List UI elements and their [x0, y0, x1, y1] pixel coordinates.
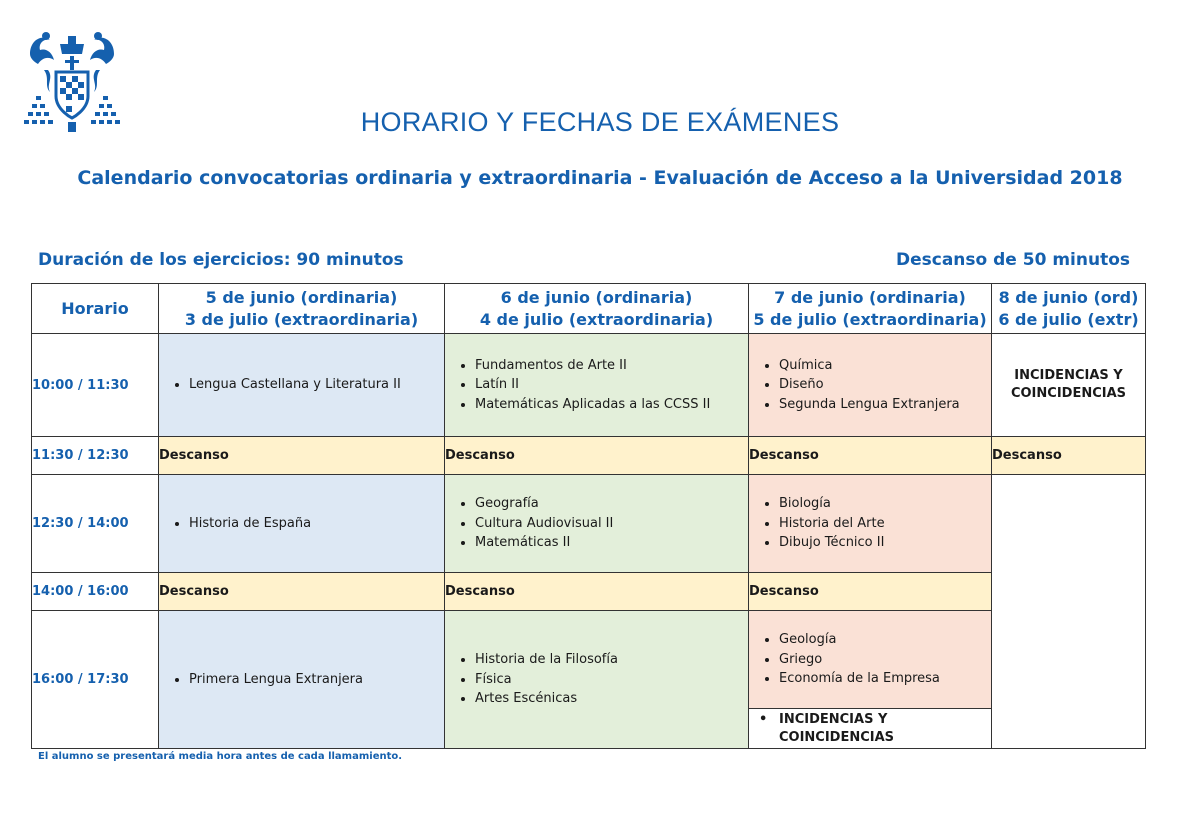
subject-item: • Segunda Lengua Extranjera [779, 395, 991, 415]
subject-item: • Física [475, 670, 748, 690]
subject-item: • Primera Lengua Extranjera [189, 670, 444, 690]
time-slot: 16:00 / 17:30 [32, 611, 159, 749]
rest-cell: Descanso [992, 437, 1146, 475]
table-header-row [32, 284, 1146, 334]
table-row [32, 437, 1146, 475]
rest-cell: Descanso [749, 437, 992, 475]
empty-cell [992, 475, 1146, 749]
subject-item: • Historia de la Filosofía [475, 650, 748, 670]
subject-item: • Historia de España [189, 514, 444, 534]
time-slot: 11:30 / 12:30 [32, 437, 159, 475]
page-subtitle: Calendario convocatorias ordinaria y extraordinaria - Evaluación de Acceso a la Universidad 2018 [77, 167, 1123, 189]
time-slot: 12:30 / 14:00 [32, 475, 159, 573]
subject-item: • Geografía [475, 494, 748, 514]
subjects-cell [159, 334, 445, 437]
subject-item: • Geología [779, 630, 991, 650]
subject-item: • Economía de la Empresa [779, 669, 991, 689]
subject-item: • Matemáticas Aplicadas a las CCSS II [475, 395, 748, 415]
table-row [32, 573, 1146, 611]
subject-item: • Fundamentos de Arte II [475, 356, 748, 376]
rest-cell: Descanso [159, 573, 445, 611]
rest-cell: Descanso [445, 573, 749, 611]
subjects-cell [445, 475, 749, 573]
table-row [32, 611, 1146, 709]
column-header-day3: 7 de junio (ordinaria) 5 de julio (extraordinaria) [749, 284, 992, 334]
subject-item: • Dibujo Técnico II [779, 533, 991, 553]
subject-item: • Historia del Arte [779, 514, 991, 534]
column-header-horario: Horario [32, 284, 159, 334]
rest-cell: Descanso [445, 437, 749, 475]
table-row [32, 334, 1146, 437]
column-header-day1: 5 de junio (ordinaria) 3 de julio (extraordinaria) [159, 284, 445, 334]
subjects-cell [159, 475, 445, 573]
subject-item: • Diseño [779, 375, 991, 395]
subject-item: • Latín II [475, 375, 748, 395]
time-slot: 14:00 / 16:00 [32, 573, 159, 611]
subject-item: • Artes Escénicas [475, 689, 748, 709]
incidencias-cell: INCIDENCIAS Y COINCIDENCIAS [992, 334, 1146, 437]
subject-item: • Matemáticas II [475, 533, 748, 553]
subject-item: • Biología [779, 494, 991, 514]
page-title: HORARIO Y FECHAS DE EXÁMENES [360, 107, 840, 137]
subjects-cell [445, 334, 749, 437]
subject-item: • Cultura Audiovisual II [475, 514, 748, 534]
time-slot: 10:00 / 11:30 [32, 334, 159, 437]
column-header-day2: 6 de junio (ordinaria) 4 de julio (extraordinaria) [445, 284, 749, 334]
exam-schedule-table [31, 283, 1146, 749]
table-row [32, 475, 1146, 573]
subject-item: • Griego [779, 650, 991, 670]
footer-note: El alumno se presentará media hora antes de cada llamamiento. [38, 751, 403, 762]
incidencias-item: • INCIDENCIAS Y COINCIDENCIAS [759, 711, 991, 747]
subjects-cell [445, 611, 749, 749]
subject-item: • Química [779, 356, 991, 376]
subjects-cell [159, 611, 445, 749]
exercise-duration: Duración de los ejercicios: 90 minutos [38, 250, 404, 270]
rest-duration: Descanso de 50 minutos [896, 250, 1130, 270]
subjects-cell [749, 475, 992, 573]
rest-cell: Descanso [159, 437, 445, 475]
column-header-day4: 8 de junio (ord) 6 de julio (extr) [992, 284, 1146, 334]
subjects-cell [749, 611, 992, 709]
subject-item: • Lengua Castellana y Literatura II [189, 375, 444, 395]
rest-cell: Descanso [749, 573, 992, 611]
subjects-cell [749, 334, 992, 437]
incidencias-cell [749, 709, 992, 749]
